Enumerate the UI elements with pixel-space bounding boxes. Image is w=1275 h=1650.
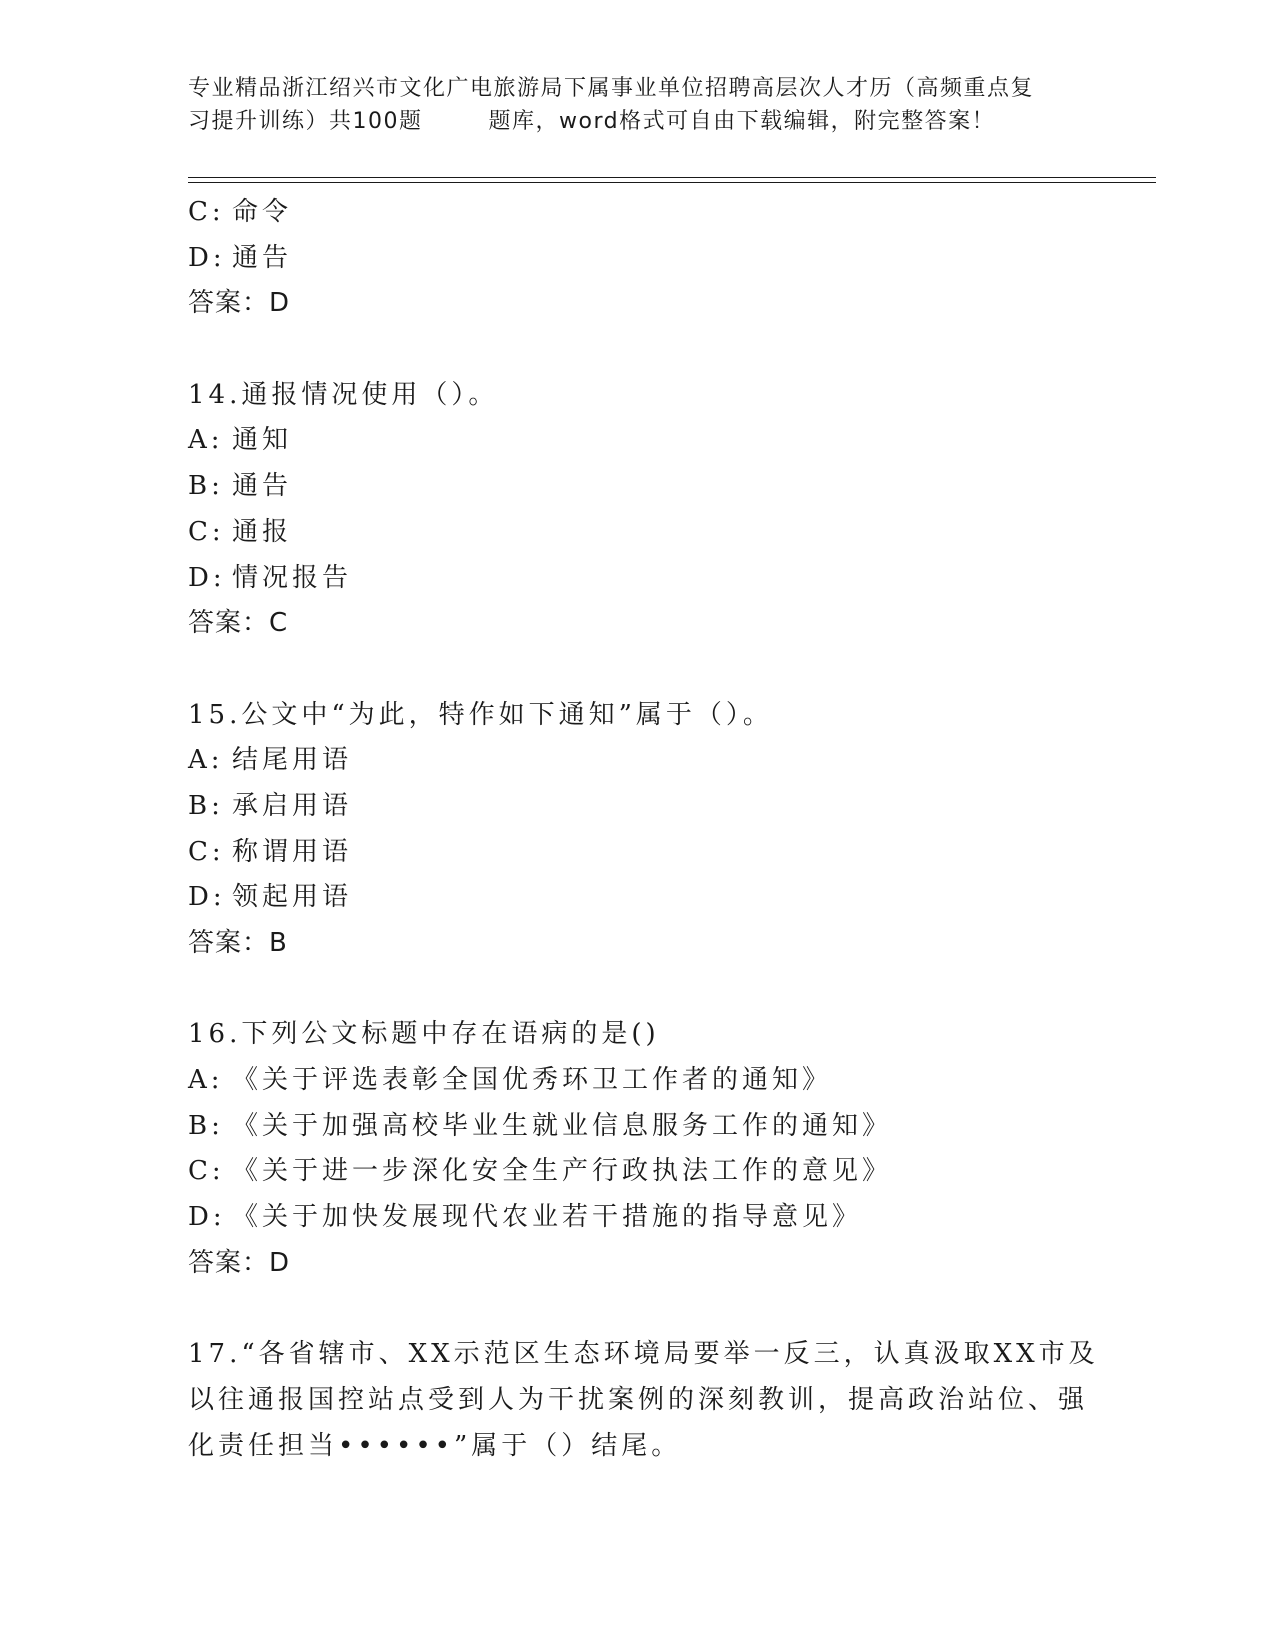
q15-answer: 答案：B — [188, 928, 288, 958]
option-text: 领起用语 — [232, 882, 353, 913]
option-text: 《关于加快发展现代农业若干措施的指导意见》 — [232, 1202, 863, 1233]
q15-option-b — [188, 784, 1088, 830]
option-label: D: — [188, 562, 226, 593]
option-text: 情况报告 — [232, 562, 353, 593]
q16-answer: 答案：D — [188, 1247, 291, 1278]
header-divider-bottom — [188, 182, 1156, 183]
header-title-line-2 — [188, 105, 1088, 138]
header-title-line-2-part-2: 题库，word格式可自由下载编辑，附完整答案！ — [488, 109, 996, 134]
q15-option-c — [188, 830, 1088, 876]
option-text: 《关于评选表彰全国优秀环卫工作者的通知》 — [232, 1065, 833, 1096]
q14-option-b — [188, 464, 1088, 510]
option-label: C: — [188, 197, 225, 227]
q15-question: 15.公文中“为此，特作如下通知”属于（）。 — [188, 699, 773, 730]
q17-question-line-2: 以往通报国控站点受到人为干扰案例的深刻教训，提高政治站位、强 — [188, 1384, 1089, 1415]
option-label: A: — [188, 425, 224, 456]
q16-option-c — [188, 1149, 1088, 1195]
q14-option-c — [188, 510, 1088, 556]
option-text: 结尾用语 — [232, 745, 353, 776]
option-label: D: — [188, 882, 226, 913]
option-label: A: — [188, 1065, 224, 1096]
option-text: 命令 — [232, 197, 293, 227]
option-text: 通告 — [232, 242, 293, 273]
option-label: A: — [188, 745, 224, 776]
option-text: 称谓用语 — [232, 836, 353, 867]
option-label: C: — [188, 1156, 225, 1187]
q17-question — [188, 1332, 1099, 1469]
option-label: B: — [188, 471, 224, 502]
q15-option-d — [188, 875, 1088, 921]
option-label: B: — [188, 1110, 224, 1141]
option-label: D: — [188, 242, 226, 273]
q13-answer: 答案：D — [188, 288, 291, 319]
option-text: 《关于加强高校毕业生就业信息服务工作的通知》 — [232, 1110, 893, 1141]
header-divider-top — [188, 177, 1156, 178]
q16-option-d — [188, 1195, 1088, 1241]
q16-question: 16.下列公文标题中存在语病的是() — [188, 1019, 660, 1050]
option-text: 通报 — [232, 516, 293, 547]
header-title-line-2-part-1: 习提升训练）共100题 — [188, 109, 423, 134]
q17-question-line-1: 17.“各省辖市、XX示范区生态环境局要举一反三，认真汲取XX市及 — [188, 1339, 1099, 1370]
spacer — [188, 327, 1088, 373]
option-label: C: — [188, 516, 225, 547]
option-text: 《关于进一步深化安全生产行政执法工作的意见》 — [232, 1156, 893, 1187]
option-label: B: — [188, 790, 224, 821]
option-text: 承启用语 — [232, 790, 353, 821]
q15-option-a — [188, 738, 1088, 784]
q16-option-b — [188, 1104, 1088, 1150]
q13-option-d — [188, 236, 1088, 282]
question-content — [188, 190, 1099, 1469]
q14-option-d — [188, 556, 1088, 602]
spacer — [188, 647, 1088, 693]
q17-question-line-3: 化责任担当••••••”属于（）结尾。 — [188, 1430, 682, 1461]
option-text: 通知 — [232, 425, 293, 456]
q13-option-c — [188, 190, 1088, 236]
spacer — [188, 967, 1088, 1013]
q14-answer: 答案：C — [188, 608, 289, 639]
option-label: C: — [188, 836, 225, 867]
q16-option-a — [188, 1058, 1088, 1104]
q14-question: 14.通报情况使用（）。 — [188, 379, 499, 410]
spacer — [188, 1287, 1088, 1333]
option-text: 通告 — [232, 471, 293, 502]
option-label: D: — [188, 1202, 226, 1233]
page-header — [188, 72, 1088, 138]
header-title-line-1: 专业精品浙江绍兴市文化广电旅游局下属事业单位招聘高层次人才历（高频重点复 — [188, 76, 1035, 101]
q14-option-a — [188, 418, 1088, 464]
